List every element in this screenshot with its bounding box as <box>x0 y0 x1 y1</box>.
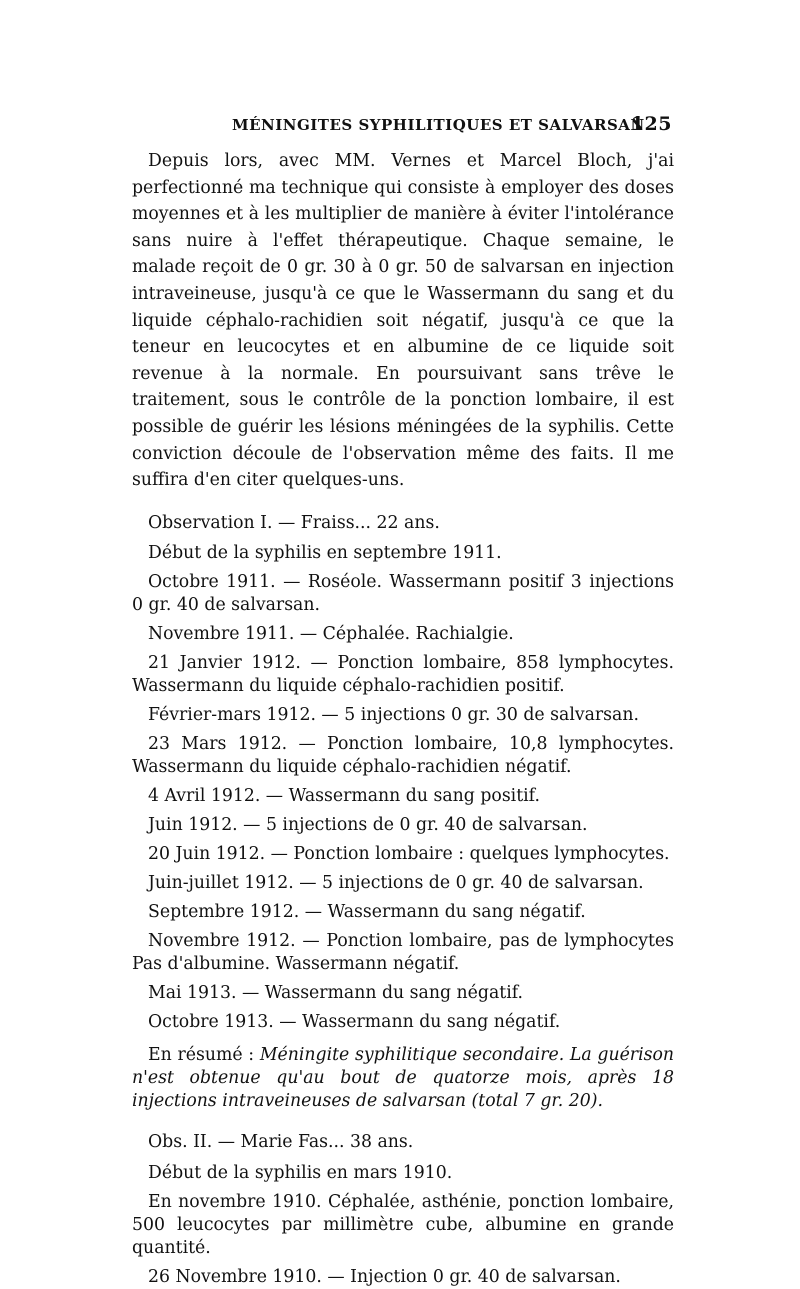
list-item: Octobre 1911. — Roséole. Wassermann positif 3 injections 0 gr. 40 de salvarsan. <box>132 572 674 616</box>
list-item: Octobre 1913. — Wassermann du sang négatif. <box>148 1012 561 1033</box>
page-number: 125 <box>630 113 672 135</box>
list-item: Début de la syphilis en septembre 1911. <box>148 543 502 564</box>
list-item: Septembre 1912. — Wassermann du sang négatif. <box>148 902 586 923</box>
observation-1-title: Observation I. — Fraiss... 22 ans. <box>148 512 440 533</box>
list-item: Novembre 1911. — Céphalée. Rachialgie. <box>148 624 514 645</box>
list-item: En novembre 1910. Céphalée, asthénie, ponction lombaire, 500 leucocytes par millimètre cube, albumine en grande quantité. <box>132 1191 674 1258</box>
observation-2-title: Obs. II. — Marie Fas... 38 ans. <box>148 1132 414 1153</box>
list-item: 4 Avril 1912. — Wassermann du sang positif. <box>148 786 540 807</box>
list-item: Mai 1913. — Wassermann du sang négatif. <box>148 983 523 1004</box>
list-item: Novembre 1912. — Ponction lombaire, pas de lymphocytes Pas d'albumine. Wassermann négatif. <box>132 931 674 975</box>
list-item: 23 Mars 1912. — Ponction lombaire, 10,8 lymphocytes. Wassermann du liquide céphalo-rachidien négatif. <box>132 734 674 778</box>
running-title: MÉNINGITES SYPHILITIQUES ET SALVARSAN <box>232 116 645 134</box>
intro-paragraph: Depuis lors, avec MM. Vernes et Marcel Bloch, j'ai perfectionné ma technique qui consiste à employer des doses moyennes et à les multiplier de manière à éviter l'intolérance sans nuire à l'effet thérapeutique. Chaque semaine, le malade reçoit de 0 gr. 30 à 0 gr. 50 de salvarsan en injection intraveineuse, jusqu'à ce que le Wassermann du sang et du liquide céphalo-rachidien soit négatif, jusqu'à ce que la teneur en leucocytes et en albumine de ce liquide soit revenue à la normale. En poursuivant sans trêve le traitement, sous le contrôle de la ponction lombaire, il est possible de guérir les lésions méningées de la syphilis. Cette conviction découle de l'observation même des faits. Il me suffira d'en citer quelques-uns. <box>132 151 674 491</box>
page-body <box>132 148 674 1289</box>
summary-label: En résumé : <box>148 1045 255 1066</box>
observation-2-entries <box>132 1162 674 1289</box>
summary-text: Méningite syphilitique secondaire. La guérison n'est obtenue qu'au bout de quatorze mois, après 18 injections intraveineuses de salvarsan (total 7 gr. 20). <box>132 1045 674 1112</box>
list-item: 20 Juin 1912. — Ponction lombaire : quelques lymphocytes. <box>148 844 670 865</box>
list-item: 26 Novembre 1910. — Injection 0 gr. 40 de salvarsan. <box>148 1266 621 1287</box>
observation-1-summary <box>132 1044 674 1113</box>
list-item: 21 Janvier 1912. — Ponction lombaire, 858 lymphocytes. Wassermann du liquide céphalo-rachidien positif. <box>132 653 674 697</box>
list-item: Début de la syphilis en mars 1910. <box>148 1162 453 1183</box>
list-item: Juin 1912. — 5 injections de 0 gr. 40 de salvarsan. <box>148 815 588 836</box>
list-item: Février-mars 1912. — 5 injections 0 gr. 30 de salvarsan. <box>148 705 639 726</box>
list-item: Juin-juillet 1912. — 5 injections de 0 gr. 40 de salvarsan. <box>148 873 644 894</box>
observation-1-entries <box>132 542 674 1034</box>
